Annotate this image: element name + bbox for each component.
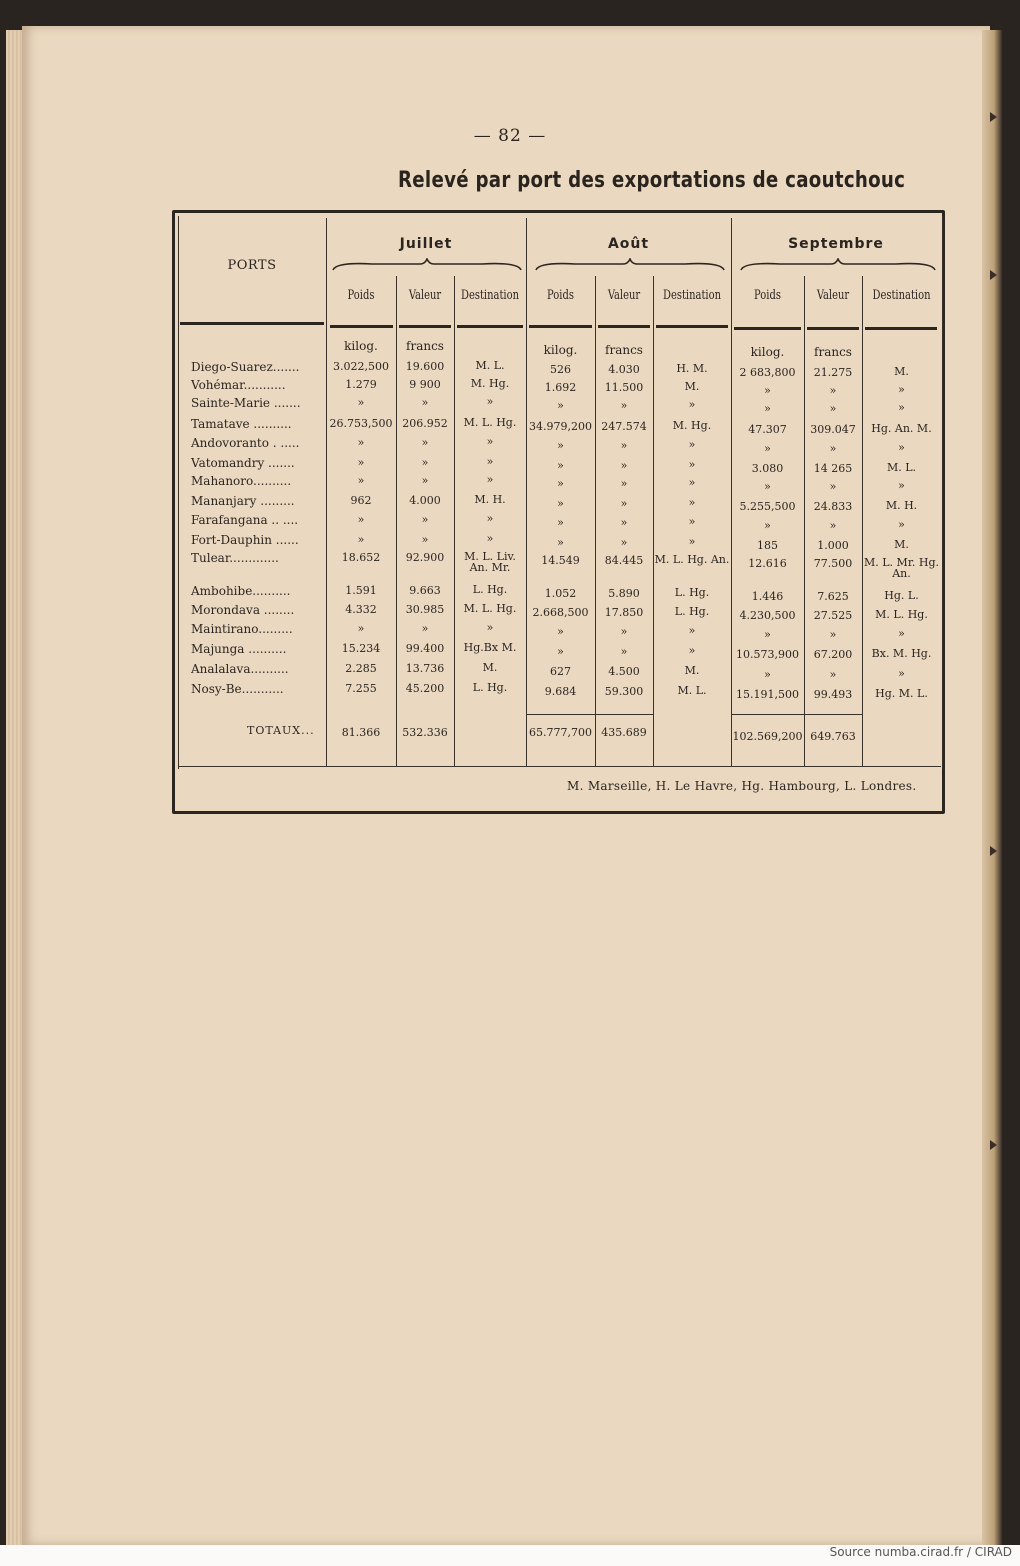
destination-cell: M. — [894, 365, 909, 378]
poids-cell: » — [357, 622, 365, 635]
poids-cell: 18.652 — [341, 551, 381, 564]
destination-cell: » — [898, 667, 905, 680]
destination-cell: M. Hg. — [470, 377, 510, 390]
valeur-cell: 4.000 — [409, 494, 441, 507]
poids-cell: 4.230,500 — [739, 609, 796, 622]
port-name: Farafangana .. .... — [191, 513, 299, 527]
valeur-cell: 11.500 — [604, 381, 644, 394]
brace-icon — [740, 258, 936, 272]
valeur-cell: » — [829, 628, 837, 641]
column-header-destination: Destination — [872, 288, 931, 303]
month-header-septembre: Septembre — [788, 236, 884, 252]
poids-cell: » — [557, 459, 564, 472]
header-rule — [399, 325, 451, 328]
valeur-cell: » — [620, 399, 628, 412]
destination-cell: M. — [894, 538, 909, 551]
page-tab-marker — [990, 1140, 997, 1150]
totals-label: TOTAUX... — [247, 724, 315, 737]
month-header-aout: Août — [607, 236, 650, 252]
valeur-cell: » — [829, 384, 837, 397]
valeur-cell: » — [620, 497, 628, 510]
poids-cell: 1.052 — [544, 587, 577, 600]
header-rule — [734, 327, 801, 330]
unit-label-francs: francs — [814, 345, 852, 359]
valeur-cell: 21.275 — [813, 366, 853, 379]
poids-cell: 4.332 — [345, 603, 377, 616]
page-tab-marker — [990, 846, 997, 856]
destination-cell: M. Hg. — [672, 419, 712, 432]
unit-label-kilog: kilog. — [344, 339, 378, 353]
page-tab-marker — [990, 112, 997, 122]
port-name: Vohémar........... — [191, 378, 286, 392]
valeur-cell: 13.736 — [405, 662, 445, 675]
unit-label-francs: francs — [605, 343, 643, 357]
poids-cell: 962 — [350, 494, 372, 507]
destination-cell: Hg. M. L. — [875, 687, 928, 700]
header-rule — [457, 325, 523, 328]
header-rule — [598, 325, 650, 328]
valeur-cell: » — [421, 456, 429, 469]
valeur-cell: » — [421, 474, 429, 487]
total-cell: 81.366 — [341, 726, 381, 739]
destination-cell: » — [898, 479, 905, 492]
destination-cell: » — [688, 535, 696, 548]
destination-cell: M. L. Hg. — [463, 602, 517, 615]
destination-cell: L. Hg. — [472, 583, 508, 596]
port-name: Mahanoro.......... — [191, 474, 292, 488]
destination-cell: » — [486, 435, 494, 448]
valeur-cell: » — [829, 519, 837, 532]
destination-cell: » — [486, 532, 494, 545]
destination-cell: » — [898, 441, 905, 454]
valeur-cell: 4.500 — [608, 665, 640, 678]
poids-cell: » — [357, 456, 365, 469]
poids-cell: 2.668,500 — [532, 606, 589, 619]
valeur-cell: » — [620, 625, 628, 638]
poids-cell: » — [764, 384, 771, 397]
poids-cell: » — [557, 399, 564, 412]
valeur-cell: » — [421, 622, 429, 635]
poids-cell: » — [357, 396, 365, 409]
poids-cell: » — [557, 625, 564, 638]
page-number: — 82 — — [473, 126, 547, 146]
poids-cell: 185 — [757, 539, 778, 552]
destination-cell: » — [688, 458, 696, 471]
port-name: Fort-Dauphin ...... — [191, 533, 299, 547]
destination-cell: M. — [684, 380, 700, 393]
destination-cell: Hg. L. — [884, 589, 919, 602]
poids-cell: 26.753,500 — [329, 417, 393, 430]
poids-cell: 1.279 — [345, 378, 377, 391]
total-cell: 65.777,700 — [529, 726, 592, 739]
port-name: Diego-Suarez....... — [191, 360, 300, 374]
column-rule — [526, 218, 527, 766]
header-rule — [330, 325, 393, 328]
unit-label-kilog: kilog. — [750, 345, 785, 359]
destination-cell: M. L. — [475, 359, 505, 372]
poids-cell: » — [764, 668, 771, 681]
column-header-destination: Destination — [460, 288, 520, 303]
poids-cell: » — [764, 480, 771, 493]
destination-cell: Hg.Bx M. — [463, 641, 517, 654]
port-name: Maintirano......... — [191, 622, 293, 636]
total-cell: 649.763 — [810, 730, 856, 743]
poids-cell: 1.446 — [751, 590, 784, 603]
poids-cell: 627 — [550, 665, 571, 678]
valeur-cell: 27.525 — [813, 609, 853, 622]
destination-cell: » — [486, 473, 494, 486]
destination-cell: » — [486, 455, 494, 468]
valeur-cell: 99.493 — [813, 688, 853, 701]
poids-cell: 34.979,200 — [529, 420, 592, 433]
valeur-cell: 92.900 — [405, 551, 445, 564]
port-name: Vatomandry ....... — [191, 456, 295, 470]
port-name: Ambohibe.......... — [191, 584, 291, 598]
destination-cell: M. L. Hg. An. — [654, 553, 730, 566]
destination-cell: » — [688, 644, 696, 657]
destination-cell: » — [898, 383, 905, 396]
total-cell: 532.336 — [402, 726, 448, 739]
destination-cell: L. Hg. — [472, 681, 508, 694]
valeur-cell: » — [620, 645, 628, 658]
poids-cell: 12.616 — [748, 557, 787, 570]
valeur-cell: 309.047 — [810, 423, 856, 436]
poids-cell: 14.549 — [541, 554, 580, 567]
destination-cell: M. — [482, 661, 498, 674]
footnote-legend: M. Marseille, H. Le Havre, Hg. Hambourg, L. Londres. — [567, 779, 917, 793]
column-header-poids: Poids — [754, 288, 781, 303]
valeur-cell: 77.500 — [813, 557, 853, 570]
port-name: Analalava.......... — [191, 662, 289, 676]
valeur-cell: 84.445 — [604, 554, 644, 567]
destination-cell: M. L. Hg. — [463, 416, 517, 429]
unit-label-francs: francs — [406, 339, 444, 353]
poids-cell: 5.255,500 — [739, 500, 796, 513]
valeur-cell: 99.400 — [405, 642, 445, 655]
valeur-cell: 17.850 — [604, 606, 644, 619]
poids-cell: » — [357, 436, 365, 449]
table-title: Relevé par port des exportations de caoutchouc — [398, 168, 906, 193]
month-header-juillet: Juillet — [399, 236, 453, 252]
valeur-cell: 206.952 — [402, 417, 448, 430]
destination-cell: H. M. — [676, 362, 708, 375]
totals-rule — [731, 714, 862, 715]
poids-cell: 47.307 — [748, 423, 787, 436]
destination-cell: M. L. Mr. Hg. An. — [864, 556, 939, 580]
poids-cell: 3.022,500 — [333, 360, 389, 373]
poids-cell: » — [557, 516, 564, 529]
valeur-cell: » — [421, 396, 429, 409]
valeur-cell: 9 900 — [409, 378, 441, 391]
poids-cell: 9.684 — [544, 685, 577, 698]
destination-cell: » — [486, 395, 494, 408]
destination-cell: M. L. — [886, 461, 917, 474]
valeur-cell: 7.625 — [817, 590, 849, 603]
poids-cell: » — [357, 513, 365, 526]
port-name: Andovoranto . ..... — [191, 436, 300, 450]
column-header-poids: Poids — [547, 288, 574, 303]
valeur-cell: » — [421, 533, 429, 546]
destination-cell: » — [898, 627, 905, 640]
valeur-cell: 5.890 — [608, 587, 640, 600]
source-credit: Source numba.cirad.fr / CIRAD — [829, 1545, 1012, 1559]
valeur-cell: 59.300 — [604, 685, 644, 698]
column-header-valeur: Valeur — [408, 288, 442, 303]
total-cell: 102.569,200 — [732, 730, 803, 743]
poids-cell: » — [764, 519, 771, 532]
poids-cell: 15.234 — [341, 642, 381, 655]
column-header-valeur: Valeur — [607, 288, 641, 303]
destination-cell: » — [688, 398, 696, 411]
poids-cell: » — [557, 477, 564, 490]
poids-cell: » — [357, 533, 365, 546]
valeur-cell: » — [620, 536, 628, 549]
port-name: Sainte-Marie ....... — [191, 396, 301, 410]
destination-cell: Bx. M. Hg. — [871, 647, 932, 660]
valeur-cell: » — [829, 442, 837, 455]
valeur-cell: 24.833 — [813, 500, 853, 513]
valeur-cell: » — [421, 436, 429, 449]
valeur-cell: 1.000 — [817, 539, 849, 552]
poids-cell: » — [557, 439, 564, 452]
port-name: Morondava ........ — [191, 603, 295, 617]
totals-rule — [526, 714, 653, 715]
poids-cell: » — [557, 536, 564, 549]
destination-cell: » — [486, 512, 494, 525]
destination-cell: M. L. Hg. — [875, 608, 928, 621]
poids-cell: 1.692 — [544, 381, 577, 394]
poids-cell: » — [557, 497, 564, 510]
book-right-edge — [982, 30, 1002, 1545]
destination-cell: Hg. An. M. — [871, 422, 932, 435]
column-header-poids: Poids — [347, 288, 375, 303]
ports-header: PORTS — [227, 258, 277, 273]
valeur-cell: » — [829, 402, 837, 415]
poids-cell: » — [557, 645, 564, 658]
valeur-cell: » — [421, 513, 429, 526]
valeur-cell: » — [620, 439, 628, 452]
port-name: Majunga .......... — [191, 642, 287, 656]
valeur-cell: 67.200 — [813, 648, 853, 661]
destination-cell: » — [486, 621, 494, 634]
column-header-destination: Destination — [662, 288, 722, 303]
destination-cell: » — [688, 515, 696, 528]
valeur-cell: 9.663 — [409, 584, 441, 597]
destination-cell: M. — [684, 664, 700, 677]
destination-cell: » — [688, 476, 696, 489]
destination-cell: » — [688, 438, 696, 451]
destination-cell: M. L. Liv. An. Mr. — [464, 550, 516, 574]
destination-cell: M. L. — [677, 684, 707, 697]
total-cell: 435.689 — [601, 726, 647, 739]
valeur-cell: 4.030 — [608, 363, 640, 376]
poids-cell: 10.573,900 — [736, 648, 799, 661]
header-rule — [529, 325, 592, 328]
valeur-cell: » — [829, 480, 837, 493]
destination-cell: » — [688, 624, 696, 637]
port-name: Tamatave .......... — [191, 417, 292, 431]
destination-cell: L. Hg. — [674, 605, 710, 618]
brace-icon — [332, 258, 522, 272]
page-tab-marker — [990, 270, 997, 280]
valeur-cell: » — [829, 668, 837, 681]
destination-cell: M. H. — [885, 499, 918, 512]
destination-cell: » — [898, 401, 905, 414]
port-name: Nosy-Be........... — [191, 682, 284, 696]
poids-cell: » — [764, 628, 771, 641]
destination-cell: M. H. — [474, 493, 506, 506]
brace-icon — [535, 258, 725, 272]
valeur-cell: 247.574 — [601, 420, 647, 433]
poids-cell: 15.191,500 — [736, 688, 799, 701]
unit-label-kilog: kilog. — [543, 343, 578, 357]
destination-cell: » — [688, 496, 696, 509]
poids-cell: 2 683,800 — [739, 366, 796, 379]
poids-cell: » — [764, 402, 771, 415]
header-rule — [865, 327, 937, 330]
port-name: Tulear............. — [191, 551, 279, 565]
column-header-valeur: Valeur — [816, 288, 850, 303]
destination-cell: L. Hg. — [674, 586, 710, 599]
poids-cell: » — [764, 442, 771, 455]
poids-cell: » — [357, 474, 365, 487]
header-rule — [807, 327, 859, 330]
poids-cell: 7.255 — [345, 682, 377, 695]
poids-cell: 526 — [550, 363, 571, 376]
valeur-cell: 19.600 — [405, 360, 445, 373]
valeur-cell: » — [620, 516, 628, 529]
poids-cell: 2.285 — [345, 662, 377, 675]
poids-cell: 1.591 — [345, 584, 377, 597]
valeur-cell: » — [620, 459, 628, 472]
header-rule — [180, 322, 324, 325]
header-rule — [656, 325, 728, 328]
valeur-cell: 30.985 — [405, 603, 445, 616]
valeur-cell: 14 265 — [813, 462, 853, 475]
table-bottom-rule — [178, 766, 941, 767]
valeur-cell: » — [620, 477, 628, 490]
port-name: Mananjary ......... — [191, 494, 295, 508]
poids-cell: 3.080 — [751, 462, 784, 475]
valeur-cell: 45.200 — [405, 682, 445, 695]
destination-cell: » — [898, 518, 905, 531]
